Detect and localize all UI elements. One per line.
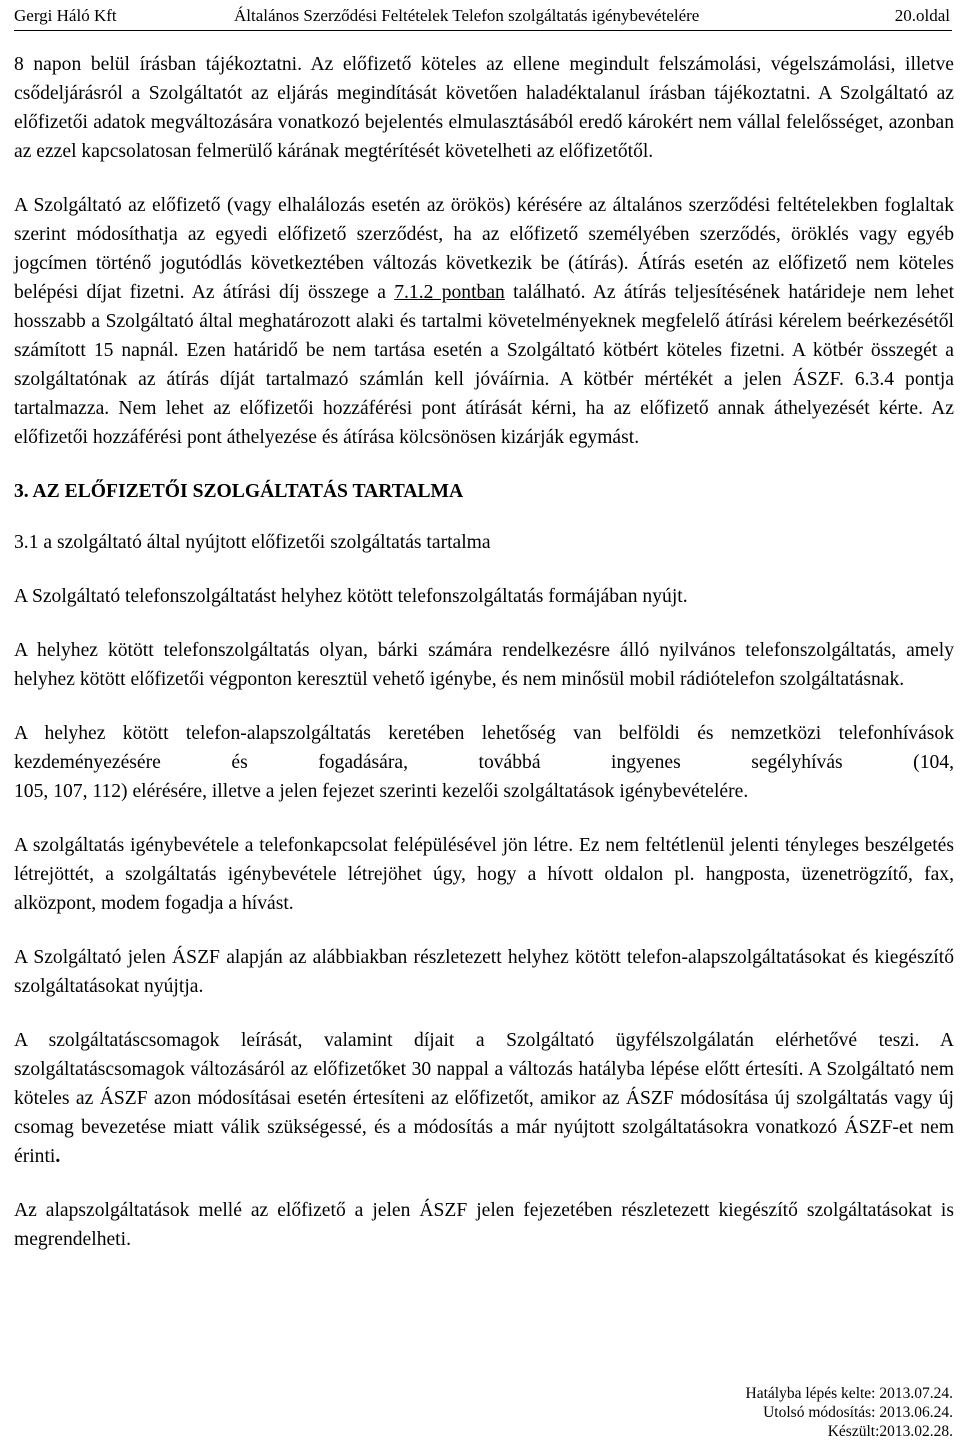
paragraph-text: 8 napon belül írásban tájékoztatni. Az előfizető köteles az ellene megindult felszámolási, végelszámolási, illetve csődeljárásról a Szolgáltatót az eljárás megindítását követően haladéktalanul írásban tájékoztatni. xyxy=(14,54,954,104)
paragraph-end-mark: . xyxy=(55,1146,61,1167)
header-company: Gergi Háló Kft xyxy=(14,6,117,25)
paragraph-service-packages xyxy=(14,1026,954,1171)
document-body xyxy=(14,50,954,1254)
paragraph-reporting-obligation xyxy=(14,50,954,166)
paragraph-fixed-line-definition: A helyhez kötött telefonszolgáltatás olyan, bárki számára rendelkezésre álló nyilvános telefonszolgáltatás, amely helyhez kötött előfizetői végponton keresztül vehető igénybe, és nem minősül mobil rádiótelefon szolgáltatásnak. xyxy=(14,640,954,690)
header-title: Általános Szerződési Feltételek Telefon szolgáltatás igénybevételére xyxy=(234,6,700,25)
paragraph-text: található. Az átírás teljesítésének határideje nem lehet hosszabb a Szolgáltató által meghatározott alaki és tartalmi követelményeknek megfelelő átírási kérelem beérkezésétől számított 15 napnál. Ezen határidő be nem tartása esetén a Szolgáltató kötbért köteles fizetni. A kötbér összegét a szolgáltatónak az átírás díját tartalmazó számlán kell jóváírnia. A kötbér mértékét a jelen ÁSZF. 6.3.4 pontja tartalmazza. Nem lehet az előfizetői hozzáférési pont átírását kérni, ha az előfizető annak áthelyezését kérte. Az előfizetői hozzáférési pont áthelyezése és átírása kölcsönösen kizárják egymást. xyxy=(14,282,955,448)
page-footer xyxy=(746,1384,953,1441)
paragraph-supplementary-services: Az alapszolgáltatások mellé az előfizető a jelen ÁSZF jelen fejezetében részletezett kiegészítő szolgáltatásokat is megrendelheti. xyxy=(14,1200,954,1250)
footer-effective-date: Hatályba lépés kelte: 2013.07.24. xyxy=(745,1385,953,1402)
paragraph-line: A helyhez kötött telefon-alapszolgáltatás keretében lehetőség van belföldi és nemzetközi telefonhívások kezdeményezésére és fogadására, továbbá ingyenes segélyhívás (104, xyxy=(14,723,954,773)
section-heading: 3. AZ ELŐFIZETŐI SZOLGÁLTATÁS TARTALMA xyxy=(14,481,464,502)
paragraph-service-form: A Szolgáltató telefonszolgáltatást helyhez kötött telefonszolgáltatás formájában nyújt. xyxy=(14,586,688,607)
paragraph-services-provided: A Szolgáltató jelen ÁSZF alapján az alábbiakban részletezett helyhez kötött telefon-alapszolgáltatásokat és kiegészítő szolgáltatásokat nyújtja. xyxy=(14,947,954,997)
paragraph-line: 105, 107, 112) elérésére, illetve a jelen fejezet szerinti kezelői szolgáltatások igénybevételére. xyxy=(14,781,749,802)
header-page-number: 20.oldal xyxy=(894,6,950,25)
paragraph-text: A Szolgáltató az előfizető (vagy elhalálozás esetén az örökös) kérésére az általános szerződési feltételekben foglaltak szerint módosíthatja az egyedi előfizető szerződést, ha az előfizető személyében szerződés, öröklés vagy egyéb jogcímen történő jogutódlás következtében változás következik be (átírás). Átírás esetén az előfizető nem köteles belépési díjat fizetni. Az átírási díj összege a xyxy=(14,195,954,303)
paragraph-basic-service xyxy=(14,719,954,806)
paragraph-text: A Szolgáltató az előfizetői adatok megváltozására vonatkozó bejelentés elmulasztásából eredő károkért nem vállal felelősséget, azonban az ezzel kapcsolatosan felmerülő kárának megtérítését követelheti az előfizetőtől. xyxy=(14,83,954,162)
paragraph-transfer xyxy=(14,191,954,452)
footer-modified-date: Utolsó módosítás: 2013.06.24. xyxy=(763,1404,953,1421)
paragraph-service-usage: A szolgáltatás igénybevétele a telefonkapcsolat felépülésével jön létre. Ez nem feltétlenül jelenti tényleges beszélgetés létrejöttét, a szolgáltatás igénybevétele létrejöhet úgy, hogy a hívott oldalon pl. hangposta, üzenetrögzítő, fax, alközpont, modem fogadja a hívást. xyxy=(14,835,954,914)
footer-created-date: Készült:2013.02.28. xyxy=(827,1423,953,1440)
section-reference-link[interactable]: 7.1.2 pontban xyxy=(394,282,505,303)
page-header xyxy=(14,2,952,31)
paragraph-text: A szolgáltatáscsomagok leírását, valamint díjait a Szolgáltató ügyfélszolgálatán elérhetővé teszi. A szolgáltatáscsomagok változásáról az előfizetőket 30 nappal a változás hatályba lépése előtt értesíti. A Szolgáltató nem köteles az ÁSZF azon módosításai esetén értesíteni az előfizetőt, amikor az ÁSZF módosítása új szolgáltatás vagy új csomag bevezetése miatt válik szükségessé, és a módosítás a már nyújtott szolgáltatásokra vonatkozó ÁSZF-et nem érinti xyxy=(14,1030,954,1167)
subsection-heading: 3.1 a szolgáltató által nyújtott előfizetői szolgáltatás tartalma xyxy=(14,532,491,553)
